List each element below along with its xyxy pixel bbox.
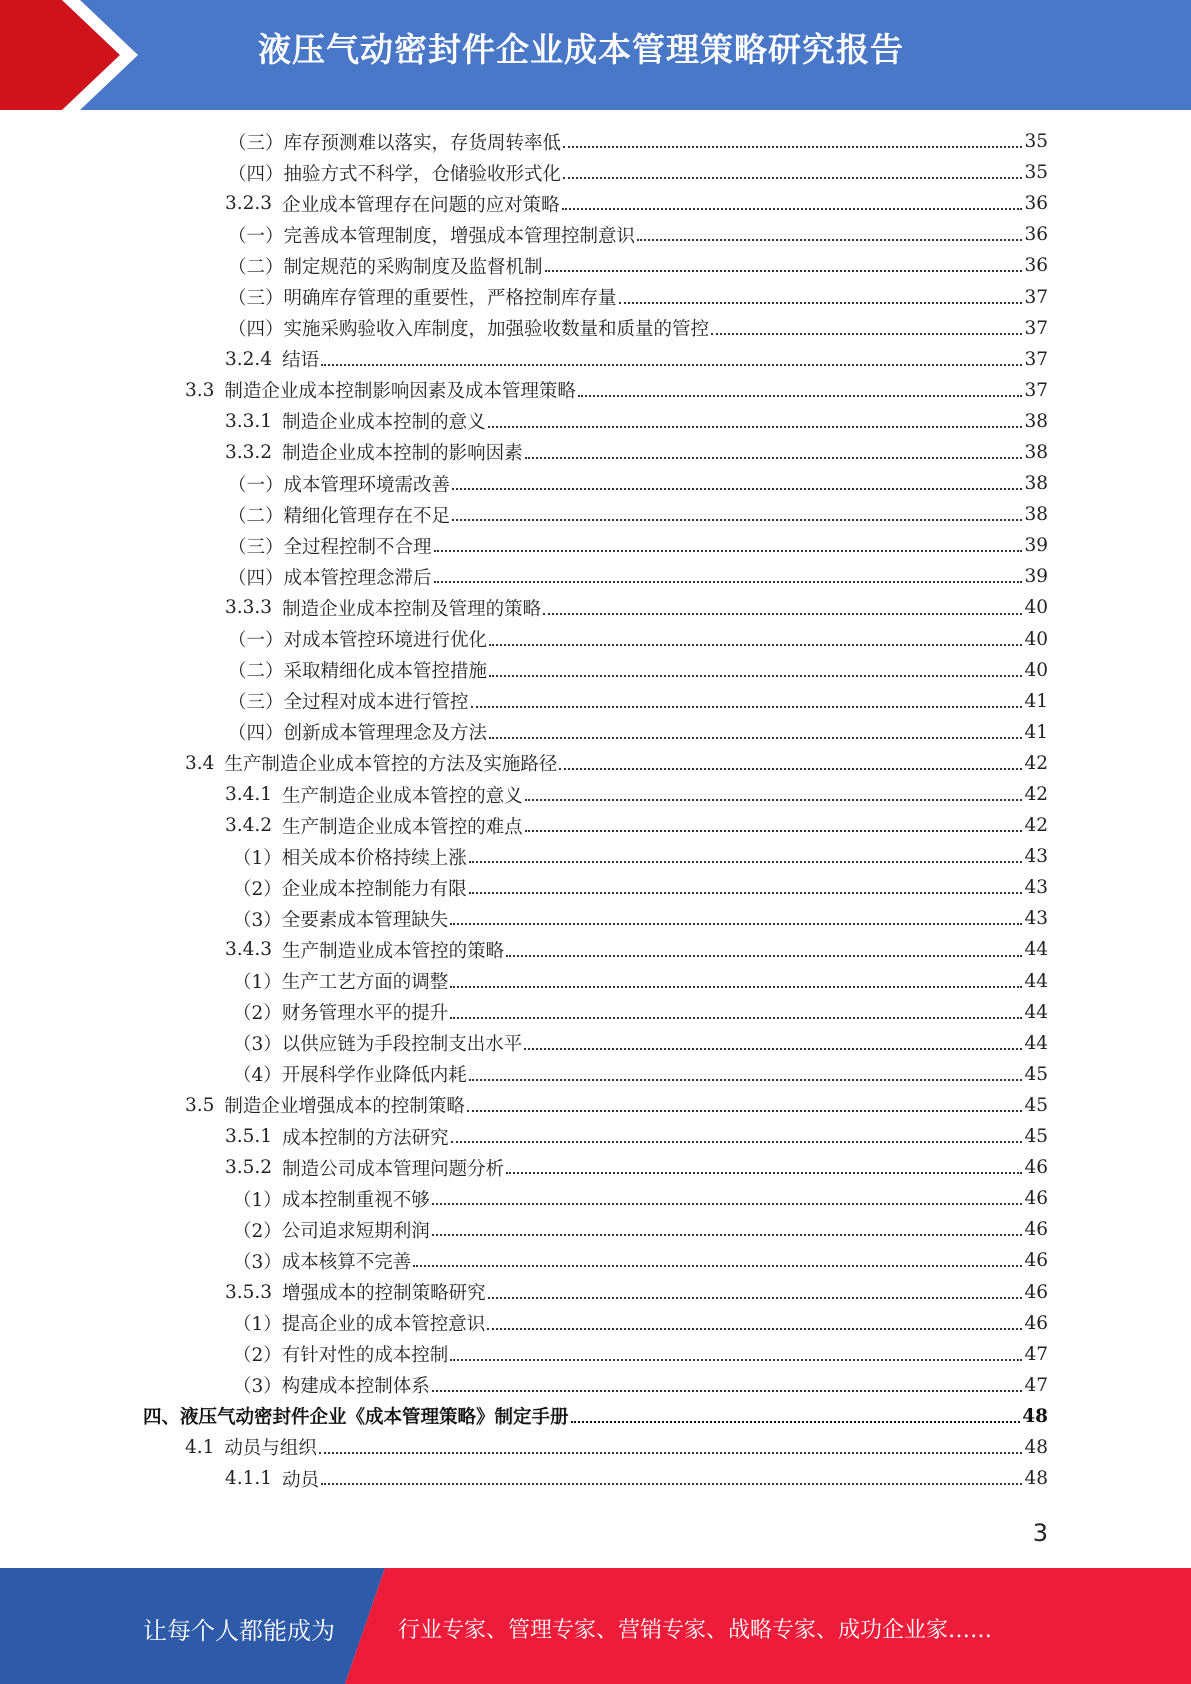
toc-entry[interactable] <box>0 313 1191 344</box>
toc-entry-page: 46 <box>1024 1281 1048 1303</box>
toc-dot-leader <box>711 332 1022 335</box>
toc-dot-leader <box>506 1171 1022 1174</box>
toc-entry[interactable] <box>0 157 1191 188</box>
toc-entry-number: 3.4 <box>185 752 215 774</box>
toc-dot-leader <box>562 207 1023 210</box>
toc-entry[interactable] <box>0 1183 1191 1214</box>
toc-entry-number: 3.5 <box>185 1094 215 1116</box>
toc-entry-page: 48 <box>1022 1405 1048 1427</box>
toc-dot-leader <box>434 549 1023 552</box>
toc-dot-leader <box>452 487 1022 490</box>
toc-dot-leader <box>471 705 1023 708</box>
toc-dot-leader <box>450 1358 1022 1361</box>
toc-dot-leader <box>578 394 1023 397</box>
toc-entry-title: （2）财务管理水平的提升 <box>233 1003 449 1025</box>
toc-entry-page: 42 <box>1024 815 1048 837</box>
toc-entry-page: 41 <box>1024 721 1048 743</box>
toc-entry[interactable] <box>0 1276 1191 1307</box>
toc-entry-number: 3.2.4 <box>225 348 273 370</box>
toc-entry-page: 38 <box>1024 504 1048 526</box>
toc-entry-page: 38 <box>1024 473 1048 495</box>
toc-entry-page: 43 <box>1024 846 1048 868</box>
toc-entry-page: 36 <box>1024 255 1048 277</box>
toc-entry[interactable] <box>0 530 1191 561</box>
toc-entry-title: （三）全过程对成本进行管控 <box>228 692 469 714</box>
toc-dot-leader <box>525 456 1023 459</box>
toc-entry-title: （二）精细化管理存在不足 <box>228 505 451 527</box>
toc-entry[interactable] <box>0 188 1191 219</box>
toc-entry[interactable] <box>0 219 1191 250</box>
toc-entry-page: 40 <box>1024 628 1048 650</box>
toc-entry-page: 39 <box>1024 535 1048 557</box>
toc-dot-leader <box>543 612 1022 615</box>
toc-dot-leader <box>450 922 1022 925</box>
toc-entry[interactable] <box>0 250 1191 281</box>
toc-entry[interactable] <box>0 1401 1191 1432</box>
toc-entry-title: （1）相关成本价格持续上涨 <box>233 847 467 869</box>
page-header <box>0 0 1191 110</box>
toc-entry[interactable] <box>0 997 1191 1028</box>
toc-entry[interactable] <box>0 810 1191 841</box>
footer-slogan-right: 行业专家、管理专家、营销专家、战略专家、成功企业家…… <box>398 1618 993 1643</box>
toc-dot-leader <box>619 301 1023 304</box>
toc-entry[interactable] <box>0 934 1191 965</box>
toc-entry-page: 42 <box>1024 784 1048 806</box>
toc-entry-page: 47 <box>1024 1343 1048 1365</box>
toc-entry[interactable] <box>0 561 1191 592</box>
toc-dot-leader <box>559 767 1022 770</box>
toc-entry[interactable] <box>0 1463 1191 1494</box>
toc-dot-leader <box>321 363 1022 366</box>
toc-entry-page: 38 <box>1024 410 1048 432</box>
toc-entry-title: （二）采取精细化成本管控措施 <box>228 661 488 683</box>
toc-dot-leader <box>319 1451 1023 1454</box>
toc-entry-page: 39 <box>1024 566 1048 588</box>
toc-entry[interactable] <box>0 592 1191 623</box>
toc-dot-leader <box>452 518 1022 521</box>
toc-entry-title: （二）制定规范的采购制度及监督机制 <box>228 256 543 278</box>
toc-entry-page: 46 <box>1024 1219 1048 1241</box>
toc-entry[interactable] <box>0 779 1191 810</box>
toc-entry-title: 四、液压气动密封件企业《成本管理策略》制定手册 <box>143 1407 569 1429</box>
toc-dot-leader <box>467 1109 1023 1112</box>
toc-entry-title: （3）全要素成本管理缺失 <box>233 909 449 931</box>
toc-entry-page: 35 <box>1024 131 1048 153</box>
toc-entry-title: 制造企业成本控制的影响因素 <box>282 443 523 465</box>
toc-entry-title: （1）提高企业的成本管控意识 <box>233 1314 486 1336</box>
toc-entry-page: 36 <box>1024 193 1048 215</box>
toc-entry[interactable] <box>0 1432 1191 1463</box>
toc-entry-title: 制造企业成本控制的意义 <box>282 412 486 434</box>
toc-entry-title: 企业成本管理存在问题的应对策略 <box>282 194 560 216</box>
toc-entry-page: 45 <box>1024 1063 1048 1085</box>
toc-entry-title: （3）构建成本控制体系 <box>233 1376 430 1398</box>
toc-dot-leader <box>413 1264 1022 1267</box>
toc-entry-title: 制造公司成本管理问题分析 <box>282 1158 505 1180</box>
toc-entry[interactable] <box>0 686 1191 717</box>
toc-dot-leader <box>488 1296 1023 1299</box>
toc-entry[interactable] <box>0 872 1191 903</box>
toc-entry-title: 生产制造企业成本管控的意义 <box>282 785 523 807</box>
toc-dot-leader <box>563 176 1022 179</box>
toc-entry[interactable] <box>0 281 1191 312</box>
toc-entry-title: （一）对成本管控环境进行优化 <box>228 630 488 652</box>
toc-entry-page: 48 <box>1024 1468 1048 1490</box>
toc-entry-title: （3）成本核算不完善 <box>233 1251 412 1273</box>
toc-entry[interactable] <box>0 344 1191 375</box>
toc-entry-number: 3.2.3 <box>225 193 273 215</box>
toc-dot-leader <box>489 674 1022 677</box>
toc-entry-page: 44 <box>1024 939 1048 961</box>
toc-dot-leader <box>321 1482 1022 1485</box>
toc-entry-title: （一）成本管理环境需改善 <box>228 474 451 496</box>
toc-entry-title: 制造企业增强成本的控制策略 <box>224 1096 465 1118</box>
toc-dot-leader <box>489 736 1022 739</box>
toc-entry-title: （三）明确库存管理的重要性，严格控制库存量 <box>228 288 617 310</box>
toc-dot-leader <box>563 145 1022 148</box>
toc-entry[interactable] <box>0 1308 1191 1339</box>
toc-entry[interactable] <box>0 1028 1191 1059</box>
toc-dot-leader <box>637 238 1022 241</box>
toc-entry[interactable] <box>0 1059 1191 1090</box>
toc-dot-leader <box>450 1016 1022 1019</box>
toc-entry[interactable] <box>0 1339 1191 1370</box>
toc-entry[interactable] <box>0 1370 1191 1401</box>
toc-entry-page: 44 <box>1024 1032 1048 1054</box>
toc-entry-title: （一）完善成本管理制度，增强成本管理控制意识 <box>228 225 636 247</box>
toc-entry[interactable] <box>0 903 1191 934</box>
toc-entry-title: 生产制造企业成本管控的难点 <box>282 816 523 838</box>
toc-entry-page: 35 <box>1024 162 1048 184</box>
toc-entry-page: 46 <box>1024 1157 1048 1179</box>
toc-entry-page: 47 <box>1024 1374 1048 1396</box>
toc-dot-leader <box>545 269 1023 272</box>
header-chevron-decoration <box>0 0 160 110</box>
toc-entry-number: 3.4.2 <box>225 815 273 837</box>
toc-dot-leader <box>571 1420 1021 1423</box>
toc-entry-title: 成本控制的方法研究 <box>282 1127 449 1149</box>
toc-entry-page: 43 <box>1024 877 1048 899</box>
toc-entry-title: （1）生产工艺方面的调整 <box>233 972 449 994</box>
toc-entry-number: 3.5.1 <box>225 1126 273 1148</box>
toc-dot-leader <box>525 829 1023 832</box>
toc-dot-leader <box>432 1202 1023 1205</box>
toc-dot-leader <box>524 1047 1022 1050</box>
toc-entry[interactable] <box>0 841 1191 872</box>
toc-entry[interactable] <box>0 717 1191 748</box>
toc-entry[interactable] <box>0 655 1191 686</box>
footer-slogan-left: 让每个人都能成为 <box>143 1617 335 1645</box>
toc-dot-leader <box>489 643 1022 646</box>
toc-entry-page: 48 <box>1024 1436 1048 1458</box>
toc-entry-page: 38 <box>1024 441 1048 463</box>
page-number: 3 <box>1032 1519 1048 1547</box>
toc-entry-page: 36 <box>1024 224 1048 246</box>
toc-entry-page: 45 <box>1024 1126 1048 1148</box>
toc-entry-page: 46 <box>1024 1188 1048 1210</box>
page-footer <box>0 1568 1191 1684</box>
toc-entry-title: （2）企业成本控制能力有限 <box>233 878 467 900</box>
toc-entry-title: （四）实施采购验收入库制度，加强验收数量和质量的管控 <box>228 319 710 341</box>
toc-entry[interactable] <box>0 437 1191 468</box>
toc-entry[interactable] <box>0 748 1191 779</box>
table-of-contents <box>0 126 1191 1494</box>
toc-entry-page: 37 <box>1024 317 1048 339</box>
toc-entry-page: 45 <box>1024 1094 1048 1116</box>
toc-entry-page: 37 <box>1024 348 1048 370</box>
toc-entry-title: 生产制造业成本管控的策略 <box>282 940 505 962</box>
toc-entry[interactable] <box>0 406 1191 437</box>
toc-dot-leader <box>487 1327 1022 1330</box>
toc-entry-title: 动员与组织 <box>224 1438 317 1460</box>
toc-entry-page: 46 <box>1024 1250 1048 1272</box>
toc-entry-number: 3.4.3 <box>225 939 273 961</box>
toc-entry-number: 3.4.1 <box>225 784 273 806</box>
toc-entry-number: 3.3.1 <box>225 410 273 432</box>
toc-entry[interactable] <box>0 1214 1191 1245</box>
toc-dot-leader <box>525 798 1023 801</box>
toc-dot-leader <box>506 954 1022 957</box>
toc-entry-page: 41 <box>1024 690 1048 712</box>
toc-dot-leader <box>469 860 1023 863</box>
toc-dot-leader <box>451 1140 1023 1143</box>
toc-entry-number: 3.3 <box>185 379 215 401</box>
toc-entry-title: 制造企业成本控制及管理的策略 <box>282 598 542 620</box>
toc-entry-page: 40 <box>1024 659 1048 681</box>
toc-entry[interactable] <box>0 1245 1191 1276</box>
toc-entry[interactable] <box>0 1152 1191 1183</box>
toc-entry[interactable] <box>0 468 1191 499</box>
toc-entry-title: （四）创新成本管理理念及方法 <box>228 723 488 745</box>
toc-dot-leader <box>432 1233 1023 1236</box>
toc-entry-title: （2）有针对性的成本控制 <box>233 1345 449 1367</box>
toc-entry-number: 3.5.2 <box>225 1157 273 1179</box>
toc-entry-number: 3.3.3 <box>225 597 273 619</box>
report-title: 液压气动密封件企业成本管理策略研究报告 <box>258 30 904 69</box>
toc-dot-leader <box>469 891 1023 894</box>
toc-dot-leader <box>469 1078 1023 1081</box>
toc-entry-title: （1）成本控制重视不够 <box>233 1189 430 1211</box>
toc-entry-number: 4.1.1 <box>225 1468 273 1490</box>
toc-dot-leader <box>434 580 1023 583</box>
toc-entry[interactable] <box>0 499 1191 530</box>
toc-entry-title: （4）开展科学作业降低内耗 <box>233 1065 467 1087</box>
toc-entry-title: （3）以供应链为手段控制支出水平 <box>233 1034 523 1056</box>
toc-entry-title: （三）全过程控制不合理 <box>228 536 432 558</box>
toc-entry-number: 3.3.2 <box>225 441 273 463</box>
toc-entry[interactable] <box>0 375 1191 406</box>
toc-entry-page: 37 <box>1024 379 1048 401</box>
toc-entry-number: 3.5.3 <box>225 1281 273 1303</box>
toc-entry-page: 37 <box>1024 286 1048 308</box>
toc-entry-page: 46 <box>1024 1312 1048 1334</box>
toc-entry-title: （四）成本管控理念滞后 <box>228 567 432 589</box>
toc-dot-leader <box>432 1389 1023 1392</box>
toc-entry-title: 结语 <box>282 350 320 372</box>
toc-entry[interactable] <box>0 966 1191 997</box>
toc-entry[interactable] <box>0 126 1191 157</box>
toc-entry-title: 生产制造企业成本管控的方法及实施路径 <box>224 754 558 776</box>
toc-entry-number: 4.1 <box>185 1436 215 1458</box>
toc-entry-title: 动员 <box>282 1469 320 1491</box>
toc-dot-leader <box>488 425 1023 428</box>
toc-entry[interactable] <box>0 1090 1191 1121</box>
toc-entry-title: 增强成本的控制策略研究 <box>282 1283 486 1305</box>
toc-entry-title: （三）库存预测难以落实，存货周转率低 <box>228 132 562 154</box>
toc-dot-leader <box>450 985 1022 988</box>
toc-entry-page: 44 <box>1024 1001 1048 1023</box>
toc-entry[interactable] <box>0 624 1191 655</box>
toc-entry-page: 43 <box>1024 908 1048 930</box>
toc-entry-title: 制造企业成本控制影响因素及成本管理策略 <box>224 381 576 403</box>
toc-entry-title: （四）抽验方式不科学，仓储验收形式化 <box>228 163 562 185</box>
toc-entry-page: 42 <box>1024 752 1048 774</box>
toc-entry-page: 40 <box>1024 597 1048 619</box>
toc-entry-page: 44 <box>1024 970 1048 992</box>
toc-entry[interactable] <box>0 1121 1191 1152</box>
toc-entry-title: （2）公司追求短期利润 <box>233 1220 430 1242</box>
